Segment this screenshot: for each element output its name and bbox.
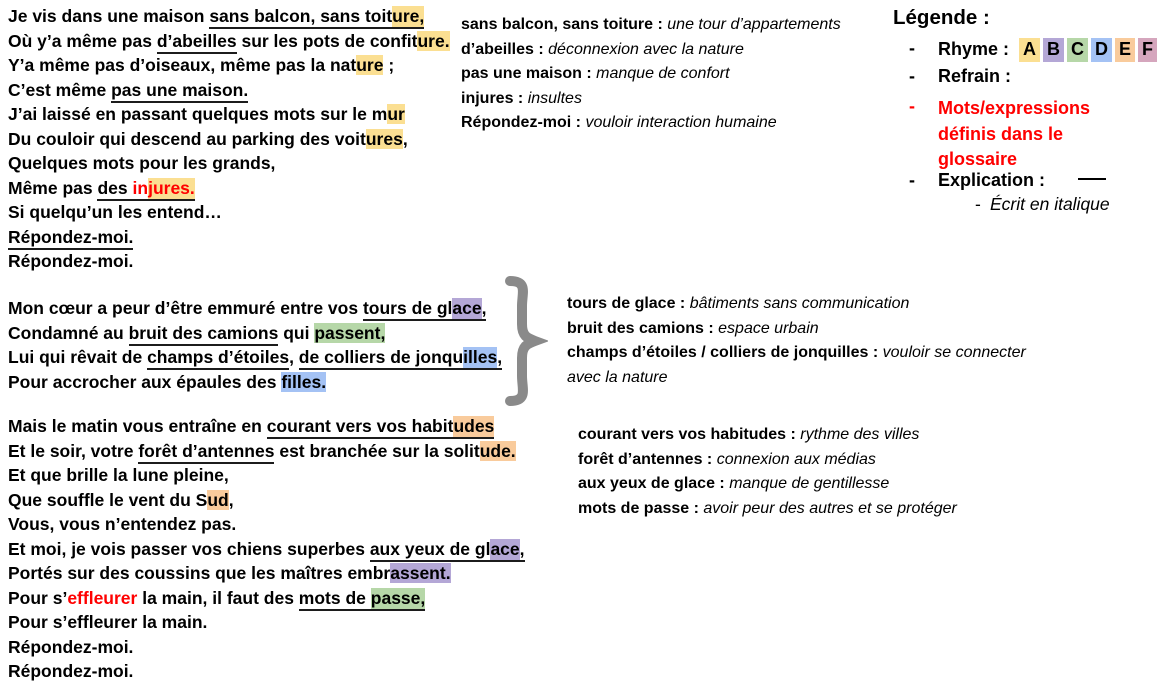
poem-line: [8, 414, 525, 439]
poem-line: [8, 78, 450, 103]
poem-text: ;: [383, 55, 395, 75]
poem-line: [8, 127, 450, 152]
bullet-dash: -: [975, 194, 981, 214]
rhyme-highlight-C: passent,: [314, 322, 386, 343]
glossary-term: sans balcon, sans toiture :: [461, 16, 668, 33]
poem-line: [8, 249, 450, 274]
glossary-term: champs d’étoiles / colliers de jonquilles :: [567, 344, 883, 361]
glossary-entry: [567, 341, 1026, 366]
underlined-expression: champs d’étoiles: [147, 347, 289, 370]
poem-text: Je vis dans une maison: [8, 6, 210, 26]
glossary-definition: déconnexion avec la nature: [548, 40, 744, 58]
poem-text: Où y’a même pas: [8, 30, 157, 51]
poem-line: [8, 345, 502, 370]
poem-line: [8, 463, 525, 488]
underlined-expression: forêt d’antennes: [138, 441, 274, 464]
glossary-term: tours de glace :: [567, 295, 690, 312]
glossary-definition: insultes: [527, 89, 582, 107]
glossary-entry: [461, 13, 841, 38]
underlined-expression: courant vers vos habit: [267, 416, 454, 439]
underlined-expression: Répondez-moi.: [8, 227, 133, 250]
rhyme-highlight-A: ure.: [417, 30, 450, 51]
glossary-definition: manque de confort: [596, 65, 730, 82]
glossary-definition: une tour d’appartements: [667, 16, 841, 33]
underlined-expression: bruit des camions: [129, 323, 279, 346]
poem-line: [8, 370, 502, 395]
underlined-expression: sans balcon, sans toit: [209, 6, 392, 29]
rhyme-letter-D: D: [1091, 38, 1112, 62]
poem-line: [8, 512, 525, 537]
glossary-term: bruit des camions :: [567, 319, 719, 337]
poem-text: ,: [402, 128, 408, 149]
rhyme-letter-A: A: [1019, 38, 1040, 62]
poem-text: Répondez-moi.: [8, 661, 134, 681]
poem-text: Du couloir qui descend au parking des voit: [8, 128, 366, 149]
glossary-entry: [461, 62, 841, 87]
poem-text: ,: [228, 489, 234, 510]
poem-text: Quelques mots pour les grands,: [8, 153, 276, 173]
bullet-dash: -: [909, 38, 915, 58]
poem-text: Même pas: [8, 177, 98, 198]
legend-title: Légende :: [893, 6, 990, 29]
poem-line: [8, 200, 450, 225]
poem-line: [8, 321, 502, 346]
rhyme-highlight-A: jures.: [148, 178, 195, 201]
poem-line: [8, 296, 502, 321]
glossary-entry: [461, 87, 841, 112]
bullet-dash: -: [909, 170, 915, 190]
glossary-entry: [567, 292, 1026, 317]
underlined-expression: ,: [520, 539, 525, 562]
poem-line: [8, 53, 450, 78]
bullet-dash: -: [909, 96, 915, 116]
rhyme-highlight-A: ure,: [392, 6, 424, 29]
underlined-expression: aux yeux de gl: [370, 539, 491, 562]
rhyme-highlight-B: assent.: [390, 563, 451, 583]
bullet-dash: -: [909, 66, 915, 86]
poem-text: ,: [289, 347, 299, 367]
glossary-term: d’abeilles :: [461, 40, 549, 58]
glossary-entry: [578, 448, 957, 473]
glossary-entry: [578, 497, 957, 522]
poem-line: [8, 586, 525, 611]
glossary-block-1: [461, 13, 841, 136]
rhyme-highlight-D: filles.: [281, 371, 327, 392]
poem-text: Et le soir, votre: [8, 440, 139, 461]
rhyme-letter-B: B: [1043, 38, 1064, 62]
poem-text: J’ai laissé en passant quelques mots sur le m: [8, 104, 388, 124]
poem-stanza-2: [8, 296, 502, 394]
rhyme-highlight-B: ace: [452, 298, 481, 321]
poem-text: Si quelqu’un les entend…: [8, 202, 222, 222]
glossary-entry: [461, 38, 841, 63]
glossary-term: injures :: [461, 89, 528, 107]
underlined-expression: ,: [482, 298, 487, 321]
underlined-expression: ,: [497, 347, 502, 370]
underlined-expression: d’abeilles: [157, 31, 237, 54]
rhyme-highlight-C: passe,: [371, 588, 425, 611]
poem-stanza-3: [8, 414, 525, 684]
glossary-term: Répondez-moi :: [461, 114, 586, 131]
poem-line: [8, 635, 525, 660]
refrain-label: Refrain :: [938, 66, 1012, 86]
glossary-block-3: [578, 423, 957, 521]
underlined-expression: des: [97, 178, 132, 201]
glossary-term: aux yeux de glace :: [578, 475, 730, 492]
poem-line: [8, 561, 525, 586]
glossary-word-red: effleurer: [67, 587, 138, 608]
rhyme-highlight-B: ace: [490, 539, 519, 562]
poem-text: Portés sur des coussins que les maîtres embr: [8, 563, 391, 583]
explication-line-sample: [1078, 178, 1106, 180]
glossary-term: mots de passe :: [578, 499, 704, 517]
poem-line: [8, 29, 450, 54]
poem-text: Pour s’effleurer la main.: [8, 612, 208, 632]
glossary-block-2: [567, 292, 1026, 390]
glossary-term: forêt d’antennes :: [578, 450, 717, 468]
glossary-definition: vouloir interaction humaine: [585, 114, 777, 131]
rhyme-highlight-A: ur: [387, 104, 405, 124]
poem-text: Répondez-moi.: [8, 636, 134, 657]
poem-text: Vous, vous n’entendez pas.: [8, 514, 237, 534]
underlined-expression: de colliers de jonqu: [299, 347, 463, 370]
poem-line: [8, 659, 525, 684]
poem-text: Que souffle le vent du S: [8, 489, 208, 510]
rhyme-letter-C: C: [1067, 38, 1088, 62]
poem-stanza-1: [8, 4, 450, 274]
poem-line: [8, 176, 450, 201]
poem-text: Et moi, je vois passer vos chiens superbes: [8, 538, 370, 559]
underlined-expression: mots de: [299, 588, 371, 611]
glossary-definition: bâtiments sans communication: [689, 295, 910, 312]
poem-text: Pour accrocher aux épaules des: [8, 371, 282, 392]
rhyme-letter-swatches: [1019, 38, 1160, 62]
refrain-brace-icon: [500, 276, 548, 406]
poem-text: sur les pots de confit: [236, 30, 418, 51]
glossary-definition: manque de gentillesse: [729, 475, 890, 492]
poem-text: Condamné au: [8, 322, 129, 343]
poem-line: [8, 4, 450, 29]
poem-line: [8, 488, 525, 513]
glossary-definition-wrap: avec la nature: [567, 368, 668, 386]
poem-line: [8, 225, 450, 250]
poem-line: [8, 102, 450, 127]
poem-text: Mon cœur a peur d’être emmuré entre vos: [8, 298, 363, 318]
poem-text: Mais le matin vous entraîne en: [8, 416, 267, 436]
glossary-entry: [461, 111, 841, 136]
explication-label: Explication :: [938, 170, 1106, 191]
glossary-term: courant vers vos habitudes :: [578, 426, 801, 443]
underlined-expression: tours de gl: [363, 298, 452, 321]
glossary-definition: rythme des villes: [800, 426, 920, 443]
poem-text: Y’a même pas d’oiseaux, même pas la nat: [8, 55, 357, 75]
rhyme-highlight-A: ure: [356, 55, 384, 75]
poem-line: [8, 537, 525, 562]
glossary-entry: [578, 472, 957, 497]
rhyme-letter-E: E: [1115, 38, 1135, 62]
rhyme-highlight-E: ud: [207, 489, 229, 510]
poem-text: Et que brille la lune pleine,: [8, 465, 229, 485]
glossary-definition: avoir peur des autres et se protéger: [703, 499, 957, 517]
glossary-definition: connexion aux médias: [716, 450, 876, 468]
poem-text: C’est même: [8, 79, 112, 100]
poem-text: qui: [278, 322, 315, 343]
poem-line: [8, 439, 525, 464]
rhyme-highlight-E: ude.: [479, 440, 516, 461]
poem-text: la main, il faut des: [137, 587, 299, 608]
poem-line: [8, 610, 525, 635]
glossary-entry: [567, 317, 1026, 342]
poem-text: Pour s’: [8, 587, 68, 608]
glossary-definition: espace urbain: [718, 319, 819, 337]
italic-note: Écrit en italique: [990, 194, 1110, 214]
rhyme-letter-F: F: [1138, 38, 1157, 62]
poem-text: Répondez-moi.: [8, 251, 134, 271]
glossary-definition: vouloir se connecter: [882, 344, 1026, 361]
poem-line: [8, 151, 450, 176]
rhyme-label: Rhyme : A B C D E F: [938, 38, 1160, 62]
rhyme-highlight-A: ures: [365, 128, 403, 149]
glossary-note: Mots/expressions définis dans le glossaire: [938, 98, 1091, 169]
rhyme-highlight-E: udes: [453, 416, 494, 439]
glossary-entry: [578, 423, 957, 448]
rhyme-highlight-D: illes: [463, 347, 497, 370]
underlined-expression: pas une maison.: [111, 80, 248, 103]
poem-text: Lui qui rêvait de: [8, 347, 148, 367]
poem-text: est branchée sur la solit: [274, 440, 480, 461]
glossary-word-red: in: [133, 178, 149, 201]
glossary-term: pas une maison :: [461, 65, 597, 82]
